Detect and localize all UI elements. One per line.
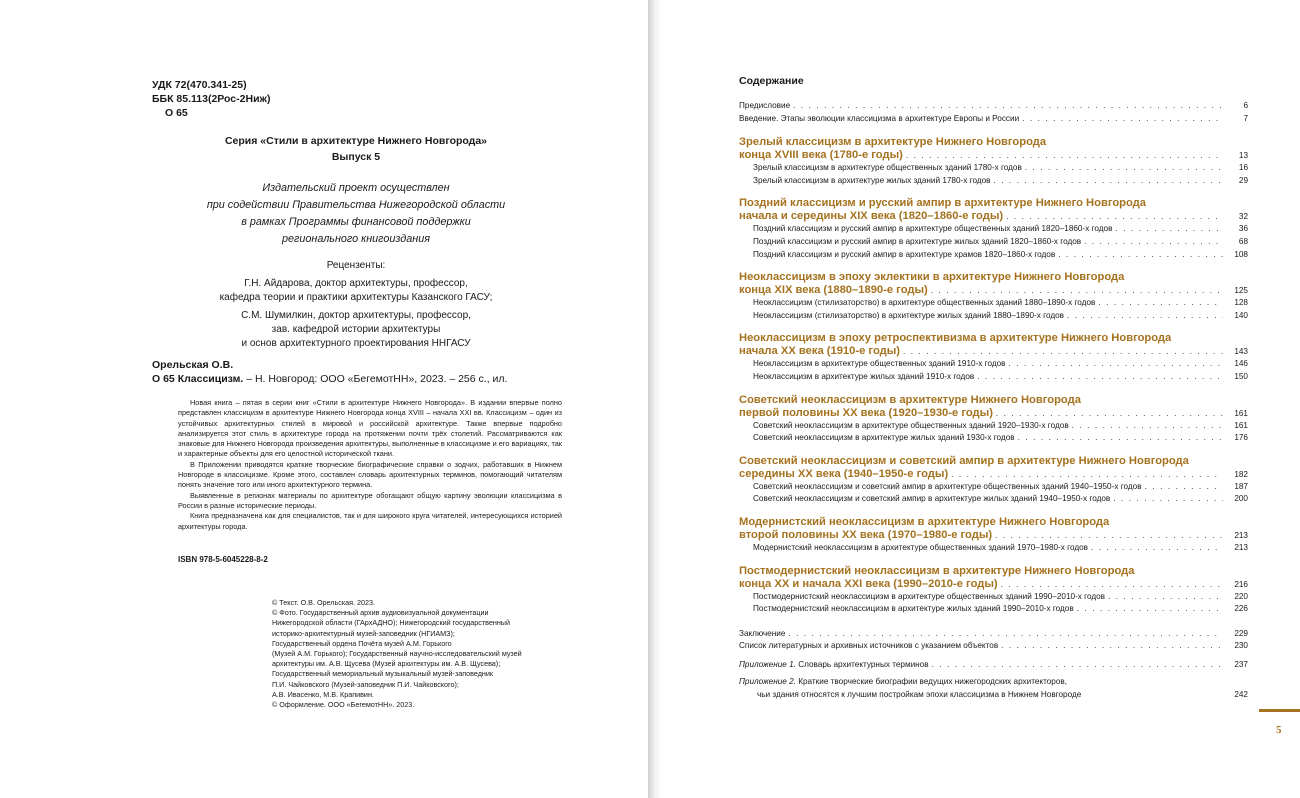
leader-dots: [994, 175, 1224, 188]
toc-entry[interactable]: [739, 113, 1248, 126]
leader-dots: [1091, 542, 1223, 555]
project-note: [152, 180, 560, 248]
toc-page-number: 230: [1234, 641, 1248, 651]
leader-dots: [1115, 223, 1223, 236]
author-sign: О 65: [165, 107, 188, 119]
leader-dots: [1001, 578, 1223, 591]
toc-page-number: 220: [1234, 591, 1248, 601]
appendix-title: Краткие творческие биографии ведущих нижегородских архитекторов,: [795, 677, 1068, 687]
folio-rule: [1259, 709, 1300, 712]
subsection-title: Советский неоклассицизм и советский ампир в архитектуре общественных зданий 1940–1950-х годов: [753, 481, 1142, 491]
copyright-line: Государственный мемориальный музыкальный музей-заповедник: [272, 669, 494, 679]
publication-info: – Н. Новгород: ООО «БегемотНН», 2023. – 256 с., ил.: [243, 373, 508, 385]
copyright-line: архитектуры им. А.В. Щусева (Музей архитектуры им. А.В. Щусева);: [272, 659, 501, 669]
chapter-entry[interactable]: [739, 345, 1248, 358]
leader-dots: [931, 284, 1223, 297]
annotation: [178, 398, 562, 532]
copyright-line: А.В. Ивасенко, М.В. Крапивин.: [272, 689, 374, 699]
chapter-entry[interactable]: [739, 468, 1248, 481]
copyright-line: © Текст. О.В. Орельская. 2023.: [272, 598, 376, 607]
subsection-title: Поздний классицизм и русский ампир в архитектуре общественных зданий 1820–1860-х годов: [753, 224, 1113, 234]
chapter-title-line[interactable]: Неоклассицизм в эпоху ретроспективизма в архитектуре Нижнего Новгорода: [739, 332, 1172, 345]
copyright-line: (Музей А.М. Горького); Государственный научно-исследовательский музей: [272, 649, 522, 659]
toc-page-number: 226: [1234, 604, 1248, 614]
subsection-entry[interactable]: [739, 223, 1248, 236]
toc-page-number: 200: [1234, 494, 1248, 504]
subsection-entry[interactable]: [739, 162, 1248, 175]
subsection-entry[interactable]: [739, 542, 1248, 555]
subsection-entry[interactable]: [739, 481, 1248, 494]
toc-page-number: 140: [1234, 310, 1248, 320]
reviewer-line: кафедра теории и практики архитектуры Казанского ГАСУ;: [219, 292, 493, 303]
toc-page-number: 36: [1238, 224, 1248, 234]
chapter-title-line: начала XX века (1910-е годы): [739, 345, 901, 358]
right-page: [660, 0, 1300, 798]
chapter-title-line: начала и середины XIX века (1820–1860-е годы): [739, 210, 1004, 223]
chapter-title-line[interactable]: Постмодернистский неоклассицизм в архитектуре Нижнего Новгорода: [739, 564, 1135, 577]
table-of-contents: [739, 100, 1248, 702]
leader-dots: [1072, 420, 1223, 433]
chapter-title-line: второй половины XX века (1970–1980-е годы): [739, 528, 993, 541]
subsection-entry[interactable]: [739, 371, 1248, 384]
toc-page-number: 182: [1234, 469, 1248, 479]
leader-dots: [932, 659, 1223, 672]
toc-page-number: 176: [1234, 433, 1248, 443]
chapter-title-line: конца XX и начала XXI века (1990–2010-е годы): [739, 577, 998, 590]
reviewers-block: [152, 259, 560, 355]
toc-page-number: 68: [1238, 236, 1248, 246]
chapter-title-line[interactable]: Поздний классицизм и русский ампир в архитектуре Нижнего Новгорода: [739, 197, 1147, 210]
toc-page-number: 161: [1234, 408, 1248, 418]
udk-block: [152, 78, 270, 120]
appendix-title-continued: чьи здания относятся к лучшим постройкам эпохи классицизма в Нижнем Новгороде: [757, 690, 1082, 700]
toc-page-number: 161: [1234, 420, 1248, 430]
chapter-title-line: первой половины XX века (1920–1930-е годы): [739, 406, 993, 419]
subsection-title: Постмодернистский неоклассицизм в архитектуре жилых зданий 1990–2010-х годов: [753, 604, 1074, 614]
toc-page-number: 143: [1234, 347, 1248, 357]
issue-number: Выпуск 5: [331, 151, 381, 163]
leader-dots: [1018, 432, 1223, 445]
chapter-title-line: конца XVIII века (1780-е годы): [739, 149, 903, 162]
toc-entry-title: Заключение: [739, 628, 786, 638]
leader-dots: [793, 100, 1223, 113]
chapter-entry[interactable]: [739, 284, 1248, 297]
reviewer-line: Г.Н. Айдарова, доктор архитектуры, профессор,: [244, 278, 468, 289]
chapter-title-line[interactable]: Зрелый классицизм в архитектуре Нижнего Новгорода: [739, 136, 1047, 149]
subsection-title: Советский неоклассицизм в архитектуре общественных зданий 1920–1930-х годов: [753, 420, 1069, 430]
leader-dots: [903, 345, 1223, 358]
chapter-list: [739, 125, 1248, 616]
leader-dots: [996, 407, 1223, 420]
subsection-entry[interactable]: [739, 591, 1248, 604]
toc-page-number: 216: [1234, 579, 1248, 589]
appendix-label: Приложение 1.: [739, 659, 796, 669]
toc-page-number: 13: [1238, 151, 1248, 161]
subsection-title: Неоклассицизм в архитектуре общественных зданий 1910-х годов: [753, 359, 1006, 369]
toc-entry-title: Предисловие: [739, 101, 791, 110]
reviewer-line: С.М. Шумилкин, доктор архитектуры, профессор,: [241, 310, 471, 321]
subsection-title: Модернистский неоклассицизм в архитектуре общественных зданий 1970–1980-х годов: [753, 542, 1089, 552]
bibliographic-record: [152, 358, 507, 386]
subsection-title: Советский неоклассицизм и советский ампир в архитектуре жилых зданий 1940–1950-х годов: [753, 494, 1111, 504]
author-code: О 65: [152, 373, 175, 385]
leader-dots: [1009, 358, 1223, 371]
chapter-title-line[interactable]: Модернистский неоклассицизм в архитектуре Нижнего Новгорода: [739, 515, 1110, 528]
copyright-line: © Фото. Государственный архив аудиовизуальной документации: [272, 608, 489, 618]
toc-appendix-1[interactable]: [739, 659, 1248, 672]
toc-page-number: 242: [1234, 690, 1248, 700]
annotation-paragraph: Новая книга – пятая в серии книг «Стили в архитектуре Нижнего Новгорода». В издании впервые полно представлен классицизм в архитектуре Нижнего Новгорода конца XVIII – начала XXI вв. Классицизм – один из устойчивых архитектурных стилей в мировой и российской архитектуре. Также впервые подробно анализируется этот стиль в архитектуре города на протяжении почти трёх столетий. Рассматриваются как знаковые для Нижнего Новгорода произведения архитектуры, выполненные в классицизме и его вариациях, так и характерные объекты для его целостной исторической ткани.: [178, 398, 562, 459]
leader-dots: [1145, 481, 1223, 494]
annotation-paragraph: В Приложении приводятся краткие творческие биографические справки о зодчих, работавших в Нижнем Новгороде в классицизме. Кроме этого, составлен словарь архитектурных терминов, помогающий читателям понять значение того или иного архитектурного термина.: [178, 459, 562, 490]
copyright-line: © Оформление. ООО «БегемотНН». 2023.: [272, 700, 415, 710]
copyright-block: [272, 598, 572, 710]
copyright-line: Государственный ордена Почёта музей А.М. Горького: [272, 638, 452, 648]
toc-title: Содержание: [739, 75, 804, 87]
chapter-entry[interactable]: [739, 149, 1248, 162]
subsection-entry[interactable]: [739, 236, 1248, 249]
toc-page-number: 237: [1234, 659, 1248, 669]
leader-dots: [1001, 640, 1223, 653]
series-title: Серия «Стили в архитектуре Нижнего Новгорода»: [224, 135, 488, 147]
toc-page-number: 146: [1234, 359, 1248, 369]
subsection-entry[interactable]: [739, 493, 1248, 506]
series-block: [152, 133, 560, 165]
author-name: Орельская О.В.: [152, 359, 234, 371]
toc-appendix-2[interactable]: [739, 676, 1248, 689]
leader-dots: [1058, 249, 1223, 262]
chapter-entry[interactable]: [739, 407, 1248, 420]
toc-page-number: 213: [1234, 542, 1248, 552]
leader-dots: [951, 468, 1223, 481]
reviewer-2: [152, 309, 560, 351]
chapter-title-line: середины XX века (1940–1950-е годы): [739, 467, 949, 480]
subsection-entry[interactable]: [739, 249, 1248, 262]
chapter-entry[interactable]: [739, 210, 1248, 223]
subsection-title: Постмодернистский неоклассицизм в архитектуре общественных зданий 1990–2010-х годов: [753, 591, 1106, 601]
chapter-entry[interactable]: [739, 529, 1248, 542]
subsection-title: Советский неоклассицизм в архитектуре жилых зданий 1930-х годов: [753, 433, 1015, 443]
leader-dots: [788, 628, 1223, 641]
toc-page-number: 108: [1234, 249, 1248, 259]
subsection-entry[interactable]: [739, 432, 1248, 445]
toc-page-number: 128: [1234, 298, 1248, 308]
reviewer-line: зав. кафедрой истории архитектуры: [271, 324, 441, 335]
leader-dots: [1067, 310, 1223, 323]
reviewer-line: и основ архитектурного проектирования ННГАСУ: [241, 338, 471, 349]
bbk-code: ББК 85.113(2Рос-2Ниж): [152, 93, 271, 105]
copyright-line: П.И. Чайковского (Музей-заповедник П.И. Чайковского);: [272, 679, 459, 689]
project-line: в рамках Программы финансовой поддержки: [241, 216, 471, 228]
toc-page-number: 150: [1234, 371, 1248, 381]
book-title: Классицизм.: [177, 373, 244, 385]
toc-page-number: 125: [1234, 286, 1248, 296]
udk-code: УДК 72(470.341-25): [152, 79, 247, 91]
project-line: Издательский проект осуществлен: [262, 182, 450, 194]
left-page: [0, 0, 648, 798]
project-line: регионального книгоиздания: [282, 233, 430, 245]
subsection-title: Неоклассицизм (стилизаторство) в архитектуре общественных зданий 1880–1890-х годов: [753, 298, 1096, 308]
toc-page-number: 32: [1238, 212, 1248, 222]
toc-appendix-2-continued[interactable]: [739, 689, 1248, 702]
chapter-title-line[interactable]: Неоклассицизм в эпоху эклектики в архитектуре Нижнего Новгорода: [739, 271, 1125, 284]
subsection-entry[interactable]: [739, 603, 1248, 616]
leader-dots: [1113, 493, 1223, 506]
toc-entry[interactable]: [739, 640, 1248, 653]
leader-dots: [1084, 236, 1223, 249]
reviewers-heading: Рецензенты:: [326, 260, 386, 271]
toc-page-number: 16: [1238, 163, 1248, 173]
toc-entry[interactable]: [739, 100, 1248, 113]
chapter-title-line[interactable]: Советский неоклассицизм в архитектуре Нижнего Новгорода: [739, 393, 1081, 406]
book-gutter: [648, 0, 660, 798]
subsection-title: Зрелый классицизм в архитектуре жилых зданий 1780-х годов: [753, 175, 991, 185]
page-number: 5: [1276, 724, 1282, 736]
subsection-entry[interactable]: [739, 310, 1248, 323]
toc-entry[interactable]: [739, 628, 1248, 641]
toc-page-number: 229: [1234, 628, 1248, 638]
leader-dots: [995, 529, 1223, 542]
toc-page-number: 6: [1243, 101, 1248, 110]
leader-dots: [1022, 113, 1223, 126]
leader-dots: [1006, 210, 1223, 223]
subsection-title: Поздний классицизм и русский ампир в архитектуре жилых зданий 1820–1860-х годов: [753, 236, 1082, 246]
leader-dots: [977, 371, 1223, 384]
reviewer-1: [152, 277, 560, 305]
subsection-entry[interactable]: [739, 358, 1248, 371]
isbn: ISBN 978-5-6045228-8-2: [178, 555, 268, 564]
toc-page-number: 187: [1234, 481, 1248, 491]
copyright-line: Нижегородской области (ГАрхАДНО); Нижегородский государственный: [272, 618, 510, 628]
leader-dots: [1077, 603, 1223, 616]
leader-dots: [906, 149, 1223, 162]
appendix-label: Приложение 2.: [739, 677, 796, 687]
toc-entry-title: Введение. Этапы эволюции классицизма в архитектуре Европы и России: [739, 113, 1020, 123]
toc-page-number: 7: [1243, 113, 1248, 123]
chapter-title-line: конца XIX века (1880–1890-е годы): [739, 284, 928, 297]
subsection-entry[interactable]: [739, 420, 1248, 433]
subsection-title: Неоклассицизм в архитектуре жилых зданий 1910-х годов: [753, 371, 975, 381]
toc-page-number: 29: [1238, 175, 1248, 185]
copyright-line: историко-архитектурный музей-заповедник (НГИАМЗ);: [272, 628, 455, 638]
subsection-title: Поздний классицизм и русский ампир в архитектуре храмов 1820–1860-х годов: [753, 249, 1056, 259]
subsection-entry[interactable]: [739, 175, 1248, 188]
annotation-paragraph: Книга предназначена как для специалистов, так и для широкого круга читателей, интересующихся историей архитектуры города.: [178, 511, 562, 531]
annotation-paragraph: Выявленные в регионах материалы по архитектуре обогащают общую картину эволюции классицизма в России в разные исторические периоды.: [178, 490, 562, 510]
subsection-title: Зрелый классицизм в архитектуре общественных зданий 1780-х годов: [753, 163, 1022, 173]
leader-dots: [1098, 297, 1223, 310]
appendix-title: Словарь архитектурных терминов: [795, 659, 929, 669]
chapter-title-line[interactable]: Советский неоклассицизм и советский ампир в архитектуре Нижнего Новгорода: [739, 454, 1189, 467]
subsection-entry[interactable]: [739, 297, 1248, 310]
leader-dots: [1025, 162, 1223, 175]
chapter-entry[interactable]: [739, 578, 1248, 591]
toc-entry-title: Список литературных и архивных источников с указанием объектов: [739, 641, 999, 651]
toc-page-number: 213: [1234, 530, 1248, 540]
project-line: при содействии Правительства Нижегородской области: [206, 199, 506, 211]
leader-dots: [1108, 591, 1223, 604]
subsection-title: Неоклассицизм (стилизаторство) в архитектуре жилых зданий 1880–1890-х годов: [753, 310, 1065, 320]
